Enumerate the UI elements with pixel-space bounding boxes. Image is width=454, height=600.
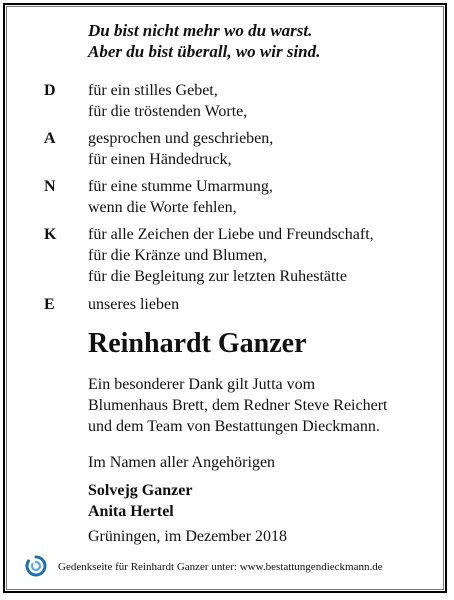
thanks-line: für die Begleitung zur letzten Ruhestätte xyxy=(88,268,348,285)
thanks-line: für einen Händedruck, xyxy=(88,151,232,168)
thanks-line: für ein stilles Gebet, xyxy=(88,82,218,99)
thanks-lines-e xyxy=(88,294,179,315)
acrostic-letter-e: E xyxy=(44,296,55,313)
acrostic-letter-n: N xyxy=(44,178,56,195)
on-behalf: Im Namen aller Angehörigen xyxy=(88,454,276,471)
motto xyxy=(88,20,320,62)
signer-name: Anita Hertel xyxy=(88,503,174,520)
motto-line-2: Aber du bist überall, wo wir sind. xyxy=(88,42,321,61)
acrostic-letter-k: K xyxy=(44,226,57,243)
footer xyxy=(24,552,444,580)
special-thanks-line: Blumenhaus Brett, dem Redner Steve Reichert xyxy=(88,397,388,414)
thanks-lines-k xyxy=(88,224,374,287)
thanks-lines-n xyxy=(88,176,273,218)
special-thanks-line: Ein besonderer Dank gilt Jutta vom xyxy=(88,376,316,393)
thanks-line: für alle Zeichen der Liebe und Freundschaft, xyxy=(88,226,374,243)
deceased-name: Reinhardt Ganzer xyxy=(88,328,307,359)
memorial-page-link[interactable]: Gedenkseite für Reinhardt Ganzer unter: www.bestattungendieckmann.de xyxy=(58,561,383,573)
motto-line-1: Du bist nicht mehr wo du warst. xyxy=(88,21,313,40)
special-thanks-line: und dem Team von Bestattungen Dieckmann. xyxy=(88,418,380,435)
thanks-line: für eine stumme Umarmung, xyxy=(88,178,273,195)
special-thanks xyxy=(88,374,387,437)
place-date: Grüningen, im Dezember 2018 xyxy=(88,528,288,545)
thanks-line: unseres lieben xyxy=(88,296,180,313)
acrostic-letter-d: D xyxy=(44,82,56,99)
thanks-lines-a xyxy=(88,128,273,170)
signer-name: Solvejg Ganzer xyxy=(88,482,193,499)
thanks-line: für die tröstenden Worte, xyxy=(88,103,248,120)
thanks-lines-d xyxy=(88,80,247,122)
thanks-line: gesprochen und geschrieben, xyxy=(88,130,274,147)
thanks-line: wenn die Worte fehlen, xyxy=(88,199,237,216)
signers xyxy=(88,480,192,522)
acrostic-letter-a: A xyxy=(44,130,56,147)
memorial-swirl-logo-icon xyxy=(24,554,48,578)
thanks-line: für die Kränze und Blumen, xyxy=(88,247,268,264)
